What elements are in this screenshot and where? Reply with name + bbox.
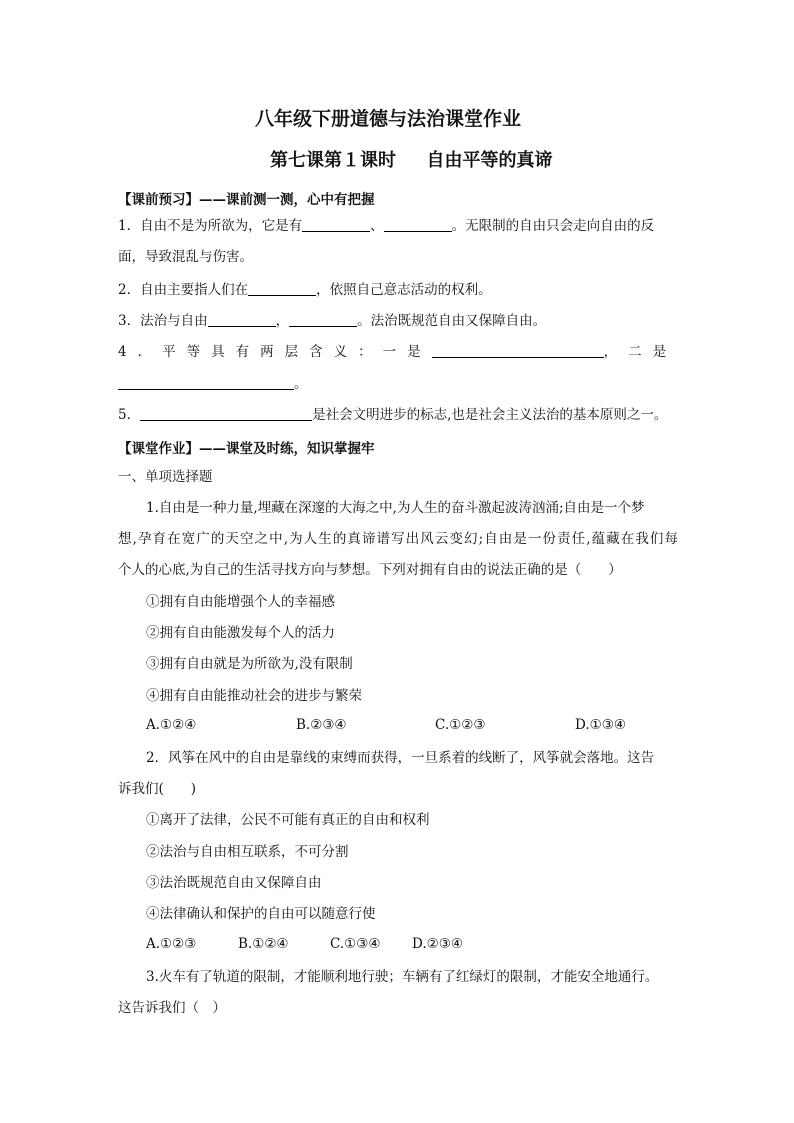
preview-q1-line1 <box>118 216 678 236</box>
q2-text-a: 2．自由主要指人们在 <box>118 282 249 298</box>
option-a[interactable]: A.①②④ <box>146 717 197 733</box>
q1-text-c: 。无限制的自由只会走向自由的反 <box>451 218 655 234</box>
preview-q2 <box>118 280 678 300</box>
q3-text-c: 。法治既规范自由又保障自由。 <box>357 313 547 329</box>
preview-q4-line1 <box>118 342 678 362</box>
classwork-header: 【课堂作业】——课堂及时练，知识掌握牢 <box>118 441 375 457</box>
q4-blank-2[interactable] <box>118 375 294 390</box>
q1-blank-2[interactable] <box>384 217 452 232</box>
q4-text-b: ，二是 <box>603 344 678 360</box>
q3-text-b: ， <box>275 313 290 329</box>
q1-blank-1[interactable] <box>302 217 370 232</box>
page-title: 八年级下册道德与法治课堂作业 <box>254 108 521 130</box>
preview-q3 <box>118 311 678 331</box>
option-c[interactable]: C.①②③ <box>435 717 486 733</box>
mc-q2-line1: 2．风筝在风中的自由是靠线的束缚而获得，一旦系着的线断了，风筝就会落地。这告 <box>146 750 655 766</box>
mc-q2-item: ④法律确认和保护的自由可以随意行使 <box>146 906 376 922</box>
option-a[interactable]: A.①②③ <box>146 936 197 952</box>
q4-text-c: 。 <box>294 376 308 392</box>
q5-text-a: 5． <box>118 407 141 423</box>
option-d[interactable]: D.②③④ <box>412 936 463 952</box>
preview-q5 <box>118 405 678 425</box>
q1-text-a: 1．自由不是为所欲为，它是有 <box>118 218 303 234</box>
mc-q3-line2: 这告诉我们（ ） <box>118 1000 226 1016</box>
mc-q1-line1: 1.自由是一种力量,埋藏在深邃的大海之中,为人生的奋斗激起波涛汹涌;自由是一个梦 <box>146 500 645 516</box>
mc-q2-item: ①离开了法律，公民不可能有真正的自由和权利 <box>146 812 430 828</box>
mc-q1-item: ③拥有自由就是为所欲为,没有限制 <box>146 656 353 672</box>
mc-q1-line3: 个人的心底,为自己的生活寻找方向与梦想。下列对拥有自由的说法正确的是（ ） <box>118 562 622 578</box>
q3-blank-2[interactable] <box>289 312 357 327</box>
q5-blank[interactable] <box>140 406 312 421</box>
q3-text-a: 3．法治与自由 <box>118 313 208 329</box>
option-b[interactable]: B.②③④ <box>296 717 347 733</box>
mc-q1-item: ④拥有自由能推动社会的进步与繁荣 <box>146 688 362 704</box>
q5-text-b: 是社会文明进步的标志,也是社会主义法治的基本原则之一。 <box>312 407 668 423</box>
q4-blank-1[interactable] <box>432 343 604 358</box>
q3-blank-1[interactable] <box>208 312 276 327</box>
mc-q2-item: ②法治与自由相互联系，不可分割 <box>146 844 349 860</box>
q1-text-b: 、 <box>370 218 384 234</box>
option-b[interactable]: B.①②④ <box>238 936 289 952</box>
lesson-subtitle: 第七课第１课时 自由平等的真谛 <box>270 150 553 171</box>
mc-q2-line2: 诉我们( ) <box>118 781 197 797</box>
mc-q1-item: ①拥有自由能增强个人的幸福感 <box>146 594 335 610</box>
mc-q1-line2: 想,孕育在宽广的天空之中,为人生的真谛谱写出风云变幻;自由是一份责任,蕴藏在我们每 <box>118 531 678 547</box>
q2-blank[interactable] <box>248 281 316 296</box>
option-d[interactable]: D.①③④ <box>575 717 626 733</box>
preview-q1-line2: 面，导致混乱与伤害。 <box>118 249 253 265</box>
preview-q4-line2 <box>118 374 678 394</box>
option-c[interactable]: C.①③④ <box>330 936 381 952</box>
mc-q3-line1: 3.火车有了轨道的限制，才能顺利地行驶；车辆有了红绿灯的限制，才能安全地通行。 <box>146 969 659 985</box>
preview-header: 【课前预习】——课前测一测，心中有把握 <box>118 192 375 208</box>
section-heading: 一、单项选择题 <box>118 469 213 485</box>
mc-q1-item: ②拥有自由能激发每个人的活力 <box>146 625 335 641</box>
q2-text-b: ，依照自己意志活动的权利。 <box>316 282 492 298</box>
q4-text-a: 4．平等具有两层含义：一是 <box>118 344 432 360</box>
mc-q2-item: ③法治既规范自由又保障自由 <box>146 875 322 891</box>
